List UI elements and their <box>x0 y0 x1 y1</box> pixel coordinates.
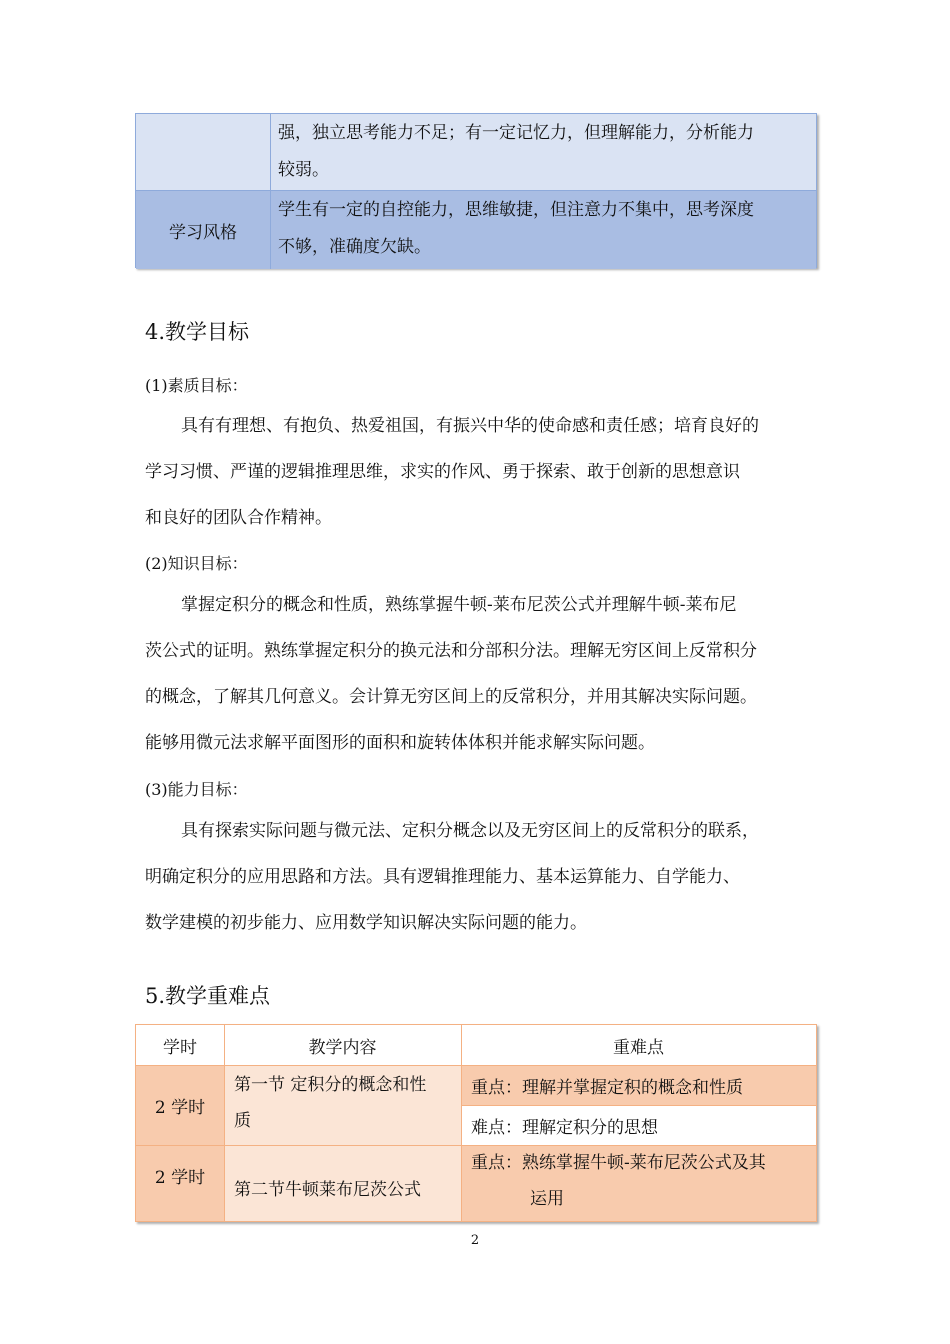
row2-key-point <box>461 1145 816 1221</box>
row-text <box>278 115 812 189</box>
row-label-learning-style: 学习风格 <box>136 191 271 269</box>
row-label <box>136 114 271 190</box>
section-5-title: 5.教学重难点 <box>145 984 271 1008</box>
grid-line <box>136 1145 816 1146</box>
goal-1-paragraph <box>145 403 810 541</box>
row2-content: 第二节牛顿莱布尼茨公式 <box>224 1145 461 1221</box>
text-line: 重点：熟练掌握牛顿-莱布尼茨公式及其 <box>471 1153 766 1173</box>
text-line: 运用 <box>530 1189 564 1209</box>
section-4-title: 4.教学目标 <box>145 320 250 344</box>
grid-line <box>224 1025 225 1221</box>
text-line: 较弱。 <box>278 160 329 180</box>
row1-content <box>224 1065 461 1145</box>
text-line: 质 <box>234 1111 251 1131</box>
row2-hours: 2 学时 <box>136 1145 224 1221</box>
text-line: 的概念，了解其几何意义。会计算无穷区间上的反常积分，并用其解决实际问题。 <box>145 687 757 707</box>
text-line: 具有有理想、有抱负、热爱祖国，有振兴中华的使命感和责任感；培育良好的 <box>181 416 759 436</box>
grid-line <box>461 1025 462 1221</box>
text-line: 掌握定积分的概念和性质，熟练掌握牛顿-莱布尼茨公式并理解牛顿-莱布尼 <box>181 595 737 615</box>
row-text <box>278 192 812 266</box>
header-points: 重难点 <box>461 1025 816 1065</box>
goal-1-heading: (1)素质目标： <box>145 376 248 395</box>
key-difficult-points-table <box>135 1024 817 1222</box>
row1-key-point: 重点：理解并掌握定积的概念和性质 <box>461 1065 816 1105</box>
goal-2-paragraph <box>145 582 810 766</box>
goal-3-paragraph <box>145 808 810 946</box>
header-hours: 学时 <box>136 1025 224 1065</box>
text-line: 茨公式的证明。熟练掌握定积分的换元法和分部积分法。理解无穷区间上反常积分 <box>145 641 757 661</box>
text-line: 学习习惯、严谨的逻辑推理思维，求实的作风、勇于探索、敢于创新的思想意识 <box>145 462 740 482</box>
row1-hours: 2 学时 <box>136 1065 224 1145</box>
row1-difficult-point: 难点：理解定积分的思想 <box>461 1105 816 1145</box>
grid-line <box>136 1065 816 1066</box>
text-line: 和良好的团队合作精神。 <box>145 508 332 528</box>
text-line: 数学建模的初步能力、应用数学知识解决实际问题的能力。 <box>145 913 587 933</box>
text-line: 具有探索实际问题与微元法、定积分概念以及无穷区间上的反常积分的联系， <box>181 821 759 841</box>
table-row <box>136 190 816 269</box>
text-line: 第一节 定积分的概念和性 <box>234 1075 427 1095</box>
text-line: 明确定积分的应用思路和方法。具有逻辑推理能力、基本运算能力、自学能力、 <box>145 867 740 887</box>
learner-analysis-table <box>135 113 817 268</box>
text-line: 能够用微元法求解平面图形的面积和旋转体体积并能求解实际问题。 <box>145 733 655 753</box>
text-line: 不够，准确度欠缺。 <box>278 237 431 257</box>
text-line: 强，独立思考能力不足；有一定记忆力，但理解能力，分析能力 <box>278 123 754 143</box>
goal-2-heading: (2)知识目标： <box>145 554 248 573</box>
header-content: 教学内容 <box>224 1025 461 1065</box>
table-row <box>136 114 816 190</box>
text-line: 学生有一定的自控能力，思维敏捷，但注意力不集中，思考深度 <box>278 200 754 220</box>
page-number: 2 <box>470 1233 480 1248</box>
grid-line <box>461 1105 816 1106</box>
goal-3-heading: (3)能力目标： <box>145 780 248 799</box>
